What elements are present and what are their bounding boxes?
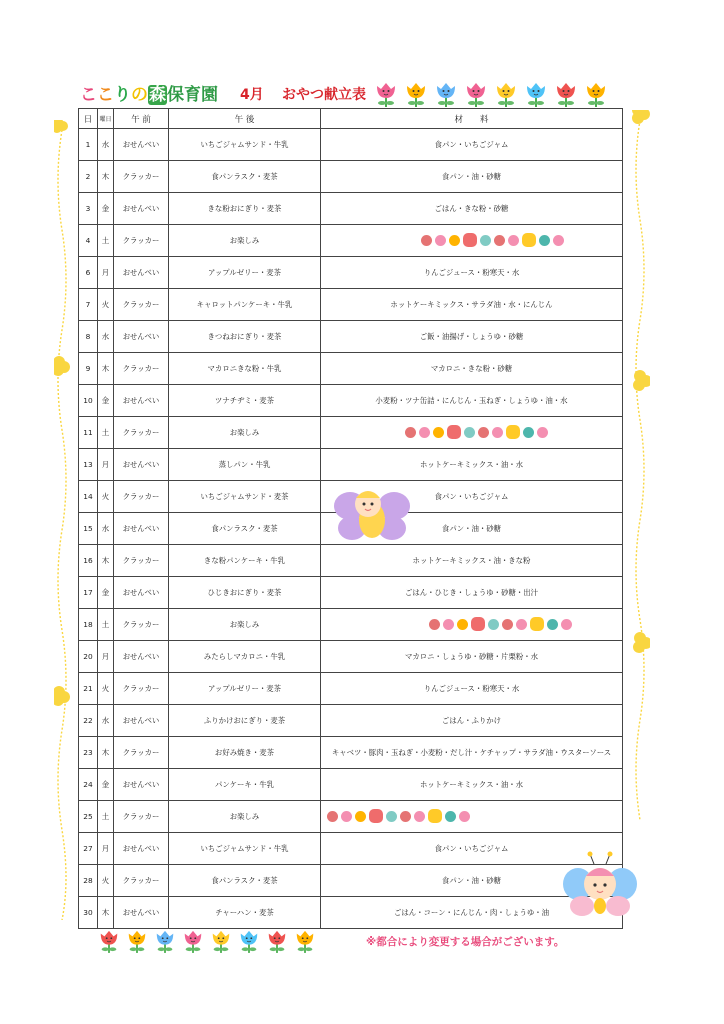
weekday-cell: 火 [98, 481, 114, 513]
logo-mori: 森 [149, 85, 166, 105]
flower-icon [421, 235, 432, 246]
left-vine-decoration [54, 120, 70, 920]
flower-icon [508, 235, 519, 246]
tulip-flower-icon [210, 928, 232, 954]
weekday-cell: 土 [98, 417, 114, 449]
pm-snack-cell: キャロットパンケーキ・牛乳 [169, 289, 321, 321]
flower-icon [561, 619, 572, 630]
table-row [79, 705, 623, 737]
day-cell: 10 [79, 385, 98, 417]
header-weekday: 曜日 [98, 109, 114, 129]
ingredients-cell: ホットケーキミックス・サラダ油・水・にんじん [321, 289, 623, 321]
day-cell: 15 [79, 513, 98, 545]
flower-icon [459, 811, 470, 822]
ingredients-cell [321, 417, 623, 449]
decorative-flowers [321, 425, 548, 439]
logo-char: こ [80, 85, 97, 105]
weekday-cell: 木 [98, 545, 114, 577]
ingredients-cell [321, 801, 623, 833]
table-row [79, 609, 623, 641]
table-row [79, 865, 623, 897]
am-snack-cell: クラッカー [114, 417, 169, 449]
flower-icon [633, 370, 650, 391]
tulip-flower-icon [266, 928, 288, 954]
weekday-cell: 木 [98, 897, 114, 929]
am-snack-cell: クラッカー [114, 609, 169, 641]
day-cell: 28 [79, 865, 98, 897]
table-row [79, 161, 623, 193]
day-cell: 2 [79, 161, 98, 193]
pm-snack-cell: 食パンラスク・麦茶 [169, 865, 321, 897]
weekday-cell: 火 [98, 289, 114, 321]
ingredients-cell: ごはん・きな粉・砂糖 [321, 193, 623, 225]
pm-snack-cell: チャーハン・麦茶 [169, 897, 321, 929]
ingredients-cell [321, 609, 623, 641]
flower-icon [327, 811, 338, 822]
table-row [79, 193, 623, 225]
table-row [79, 385, 623, 417]
day-cell: 1 [79, 129, 98, 161]
ingredients-cell: ごはん・ひじき・しょうゆ・砂糖・出汁 [321, 577, 623, 609]
am-snack-cell: クラッカー [114, 801, 169, 833]
am-snack-cell: おせんべい [114, 897, 169, 929]
am-snack-cell: おせんべい [114, 193, 169, 225]
decorative-flowers [321, 617, 572, 631]
ingredients-cell [321, 225, 623, 257]
pm-snack-cell: お好み焼き・麦茶 [169, 737, 321, 769]
table-row [79, 673, 623, 705]
ingredients-cell: 食パン・油・砂糖 [321, 513, 623, 545]
pm-snack-cell: いちごジャムサンド・牛乳 [169, 833, 321, 865]
ingredients-cell: 食パン・油・砂糖 [321, 161, 623, 193]
table-row [79, 129, 623, 161]
flower-icon [539, 235, 550, 246]
am-snack-cell: おせんべい [114, 129, 169, 161]
pm-snack-cell: お楽しみ [169, 801, 321, 833]
day-cell: 25 [79, 801, 98, 833]
tulip-flower-icon [374, 80, 398, 108]
pm-snack-cell: 食パンラスク・麦茶 [169, 513, 321, 545]
butterfly-icon [428, 809, 442, 823]
logo-char: こ [97, 85, 114, 105]
pm-snack-cell: 蒸しパン・牛乳 [169, 449, 321, 481]
table-row [79, 545, 623, 577]
table-row [79, 833, 623, 865]
tulip-flower-icon [434, 80, 458, 108]
am-snack-cell: クラッカー [114, 353, 169, 385]
butterfly-icon [471, 617, 485, 631]
ingredients-cell: ホットケーキミックス・油・水 [321, 449, 623, 481]
top-flower-row [374, 80, 608, 106]
tulip-flower-icon [182, 928, 204, 954]
butterfly-icon [522, 233, 536, 247]
flower-icon [443, 619, 454, 630]
logo-char: り [114, 85, 131, 105]
am-snack-cell: おせんべい [114, 705, 169, 737]
butterfly-icon [530, 617, 544, 631]
butterfly-character-icon [562, 850, 638, 920]
decorative-flowers [321, 233, 564, 247]
day-cell: 7 [79, 289, 98, 321]
weekday-cell: 金 [98, 577, 114, 609]
am-snack-cell: おせんべい [114, 833, 169, 865]
weekday-cell: 土 [98, 801, 114, 833]
day-cell: 11 [79, 417, 98, 449]
day-cell: 6 [79, 257, 98, 289]
tulip-flower-icon [238, 928, 260, 954]
day-cell: 18 [79, 609, 98, 641]
weekday-cell: 火 [98, 865, 114, 897]
header-am: 午 前 [114, 109, 169, 129]
weekday-cell: 月 [98, 449, 114, 481]
flower-icon [386, 811, 397, 822]
weekday-cell: 火 [98, 673, 114, 705]
flower-icon [445, 811, 456, 822]
ingredients-cell: 食パン・油・砂糖 [321, 865, 623, 897]
flower-icon [457, 619, 468, 630]
am-snack-cell: クラッカー [114, 673, 169, 705]
butterfly-icon [506, 425, 520, 439]
flower-icon [547, 619, 558, 630]
day-cell: 22 [79, 705, 98, 737]
flower-icon [488, 619, 499, 630]
ingredients-cell: キャベツ・豚肉・玉ねぎ・小麦粉・だし汁・ケチャップ・サラダ油・ウスターソース [321, 737, 623, 769]
ingredients-cell: ごはん・ふりかけ [321, 705, 623, 737]
flower-icon [419, 427, 430, 438]
ingredients-cell: マカロニ・しょうゆ・砂糖・片栗粉・水 [321, 641, 623, 673]
table-row [79, 225, 623, 257]
pm-snack-cell: ふりかけおにぎり・麦茶 [169, 705, 321, 737]
flower-icon [537, 427, 548, 438]
tulip-flower-icon [464, 80, 488, 108]
pm-snack-cell: お楽しみ [169, 225, 321, 257]
bottom-flower-row [98, 928, 316, 952]
day-cell: 4 [79, 225, 98, 257]
am-snack-cell: おせんべい [114, 513, 169, 545]
am-snack-cell: おせんべい [114, 449, 169, 481]
tulip-flower-icon [98, 928, 120, 954]
flower-icon [405, 427, 416, 438]
flower-icon [355, 811, 366, 822]
pm-snack-cell: お楽しみ [169, 609, 321, 641]
day-cell: 14 [79, 481, 98, 513]
flower-icon [478, 427, 489, 438]
flower-icon [492, 427, 503, 438]
weekday-cell: 金 [98, 769, 114, 801]
am-snack-cell: クラッカー [114, 225, 169, 257]
pm-snack-cell: きつねおにぎり・麦茶 [169, 321, 321, 353]
am-snack-cell: おせんべい [114, 385, 169, 417]
logo-char: の [131, 85, 148, 105]
weekday-cell: 金 [98, 193, 114, 225]
butterfly-icon [447, 425, 461, 439]
weekday-cell: 月 [98, 833, 114, 865]
flower-icon [523, 427, 534, 438]
flower-icon [54, 686, 70, 706]
day-cell: 23 [79, 737, 98, 769]
pm-snack-cell: きな粉おにぎり・麦茶 [169, 193, 321, 225]
table-row [79, 801, 623, 833]
flower-icon [494, 235, 505, 246]
pm-snack-cell: ひじきおにぎり・麦茶 [169, 577, 321, 609]
tulip-flower-icon [404, 80, 428, 108]
flower-icon [435, 235, 446, 246]
am-snack-cell: クラッカー [114, 737, 169, 769]
tulip-flower-icon [126, 928, 148, 954]
pm-snack-cell: お楽しみ [169, 417, 321, 449]
header-ingredients: 材 料 [321, 109, 623, 129]
table-row [79, 289, 623, 321]
logo-hoikuen: 保育園 [167, 85, 218, 105]
weekday-cell: 土 [98, 609, 114, 641]
month-label: 4月 [240, 87, 264, 103]
am-snack-cell: おせんべい [114, 769, 169, 801]
flower-icon [341, 811, 352, 822]
ingredients-cell: ホットケーキミックス・油・きな粉 [321, 545, 623, 577]
butterfly-icon [369, 809, 383, 823]
am-snack-cell: おせんべい [114, 577, 169, 609]
day-cell: 17 [79, 577, 98, 609]
pm-snack-cell: ツナチヂミ・麦茶 [169, 385, 321, 417]
am-snack-cell: おせんべい [114, 321, 169, 353]
day-cell: 24 [79, 769, 98, 801]
tulip-flower-icon [294, 928, 316, 954]
pm-snack-cell: アップルゼリー・麦茶 [169, 673, 321, 705]
table-row [79, 353, 623, 385]
decorative-flowers [321, 809, 470, 823]
weekday-cell: 金 [98, 385, 114, 417]
day-cell: 27 [79, 833, 98, 865]
am-snack-cell: クラッカー [114, 865, 169, 897]
weekday-cell: 水 [98, 513, 114, 545]
bee-character-icon [332, 484, 412, 544]
weekday-cell: 木 [98, 161, 114, 193]
table-header-row [79, 109, 623, 129]
table-row [79, 737, 623, 769]
table-row [79, 897, 623, 929]
weekday-cell: 木 [98, 353, 114, 385]
flower-icon [414, 811, 425, 822]
butterfly-icon [463, 233, 477, 247]
page-title: おやつ献立表 [282, 87, 366, 103]
table-row [79, 257, 623, 289]
tulip-flower-icon [494, 80, 518, 108]
table-row [79, 769, 623, 801]
pm-snack-cell: マカロニきな粉・牛乳 [169, 353, 321, 385]
table-row [79, 641, 623, 673]
pm-snack-cell: みたらしマカロニ・牛乳 [169, 641, 321, 673]
flower-icon [449, 235, 460, 246]
ingredients-cell: ごはん・コーン・にんじん・肉・しょうゆ・油 [321, 897, 623, 929]
flower-icon [54, 356, 70, 376]
right-vine-decoration [630, 110, 650, 850]
tulip-flower-icon [524, 80, 548, 108]
weekday-cell: 月 [98, 641, 114, 673]
day-cell: 21 [79, 673, 98, 705]
flower-icon [516, 619, 527, 630]
am-snack-cell: クラッカー [114, 481, 169, 513]
header-pm: 午 後 [169, 109, 321, 129]
day-cell: 30 [79, 897, 98, 929]
ingredients-cell: 小麦粉・ツナ缶詰・にんじん・玉ねぎ・しょうゆ・油・水 [321, 385, 623, 417]
ingredients-cell: りんごジュース・粉寒天・水 [321, 257, 623, 289]
weekday-cell: 水 [98, 129, 114, 161]
ingredients-cell: 食パン・いちごジャム [321, 833, 623, 865]
nursery-logo [80, 80, 218, 104]
tulip-flower-icon [584, 80, 608, 108]
day-cell: 20 [79, 641, 98, 673]
weekday-cell: 水 [98, 321, 114, 353]
table-row [79, 321, 623, 353]
day-cell: 3 [79, 193, 98, 225]
flower-icon [633, 632, 650, 653]
flower-icon [429, 619, 440, 630]
table-row [79, 417, 623, 449]
weekday-cell: 土 [98, 225, 114, 257]
am-snack-cell: おせんべい [114, 641, 169, 673]
ingredients-cell: ご飯・油揚げ・しょうゆ・砂糖 [321, 321, 623, 353]
day-cell: 9 [79, 353, 98, 385]
flower-icon [54, 120, 68, 133]
am-snack-cell: クラッカー [114, 289, 169, 321]
day-cell: 16 [79, 545, 98, 577]
weekday-cell: 木 [98, 737, 114, 769]
day-cell: 13 [79, 449, 98, 481]
weekday-cell: 水 [98, 705, 114, 737]
pm-snack-cell: いちごジャムサンド・麦茶 [169, 481, 321, 513]
tulip-flower-icon [554, 80, 578, 108]
pm-snack-cell: アップルゼリー・麦茶 [169, 257, 321, 289]
ingredients-cell: マカロニ・きな粉・砂糖 [321, 353, 623, 385]
flower-icon [433, 427, 444, 438]
ingredients-cell: ホットケーキミックス・油・水 [321, 769, 623, 801]
flower-icon [553, 235, 564, 246]
tulip-flower-icon [154, 928, 176, 954]
pm-snack-cell: いちごジャムサンド・牛乳 [169, 129, 321, 161]
change-notice: ※都合により変更する場合がございます。 [366, 936, 565, 948]
am-snack-cell: クラッカー [114, 161, 169, 193]
pm-snack-cell: パンケーキ・牛乳 [169, 769, 321, 801]
pm-snack-cell: 食パンラスク・麦茶 [169, 161, 321, 193]
am-snack-cell: おせんべい [114, 257, 169, 289]
day-cell: 8 [79, 321, 98, 353]
ingredients-cell: 食パン・いちごジャム [321, 129, 623, 161]
header-day: 日 [79, 109, 98, 129]
weekday-cell: 月 [98, 257, 114, 289]
pm-snack-cell: きな粉パンケーキ・牛乳 [169, 545, 321, 577]
ingredients-cell: りんごジュース・粉寒天・水 [321, 673, 623, 705]
flower-icon [480, 235, 491, 246]
table-row [79, 577, 623, 609]
table-row [79, 449, 623, 481]
am-snack-cell: クラッカー [114, 545, 169, 577]
flower-icon [632, 110, 650, 124]
ingredients-cell: 食パン・いちごジャム [321, 481, 623, 513]
flower-icon [502, 619, 513, 630]
flower-icon [400, 811, 411, 822]
flower-icon [464, 427, 475, 438]
